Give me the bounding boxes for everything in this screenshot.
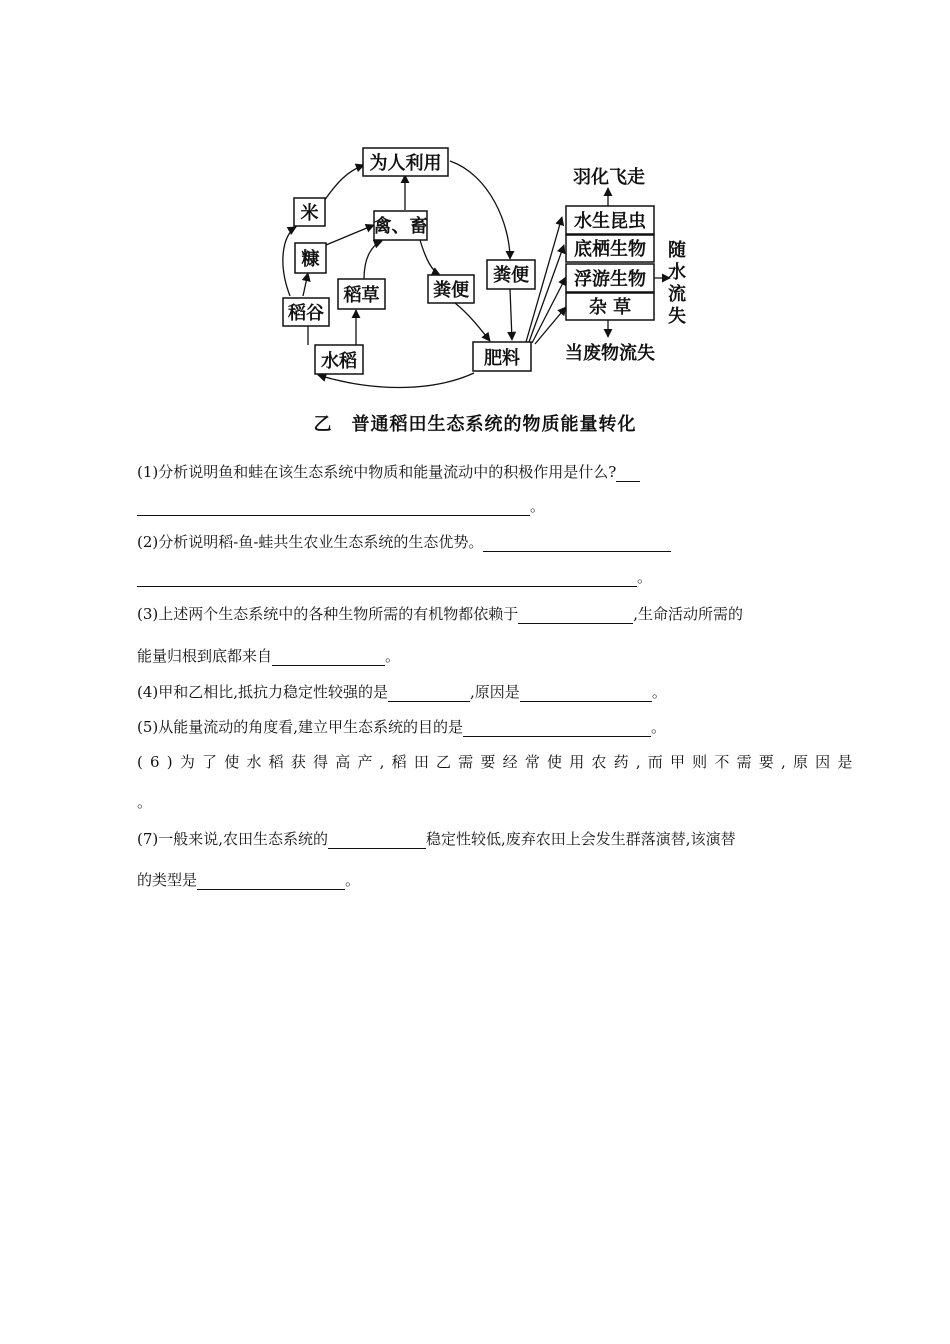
- answer-blank-7b[interactable]: [197, 873, 345, 890]
- label-fly-away: 羽化飞走: [573, 167, 645, 188]
- question-4-text-b: ,原因是: [470, 683, 520, 701]
- question-1: [137, 462, 815, 482]
- answer-blank-5[interactable]: [463, 720, 651, 737]
- question-7-line2: [137, 870, 815, 890]
- question-3-text-b: ,生命活动所需的: [633, 605, 744, 623]
- question-7: [137, 829, 815, 849]
- period-4: 。: [651, 683, 667, 701]
- box-aquatic-insects: 水生昆虫: [574, 211, 646, 232]
- box-paddy: 稻谷: [288, 303, 324, 324]
- box-benthos: 底栖生物: [574, 239, 646, 260]
- box-bran: 糠: [301, 249, 320, 270]
- period-1: 。: [530, 497, 546, 515]
- answer-blank-7a[interactable]: [328, 832, 426, 849]
- answer-blank-1a[interactable]: [616, 465, 640, 482]
- label-water-loss-2: 水: [668, 262, 686, 283]
- box-plankton: 浮游生物: [574, 269, 646, 290]
- question-3-text-a: (3)上述两个生态系统中的各种生物所需的有机物都依赖于: [137, 605, 519, 623]
- question-3: [137, 604, 815, 624]
- period-7: 。: [345, 871, 361, 889]
- label-water-loss-4: 失: [668, 306, 686, 327]
- question-5: [137, 717, 815, 737]
- period-3: 。: [385, 647, 401, 665]
- answer-blank-3b[interactable]: [272, 649, 385, 666]
- question-7-text-c: 的类型是: [137, 871, 198, 889]
- answer-blank-2b[interactable]: [137, 570, 637, 587]
- box-straw: 稻草: [343, 285, 380, 306]
- figure-caption: 乙 普通稻田生态系统的物质能量转化: [313, 414, 637, 435]
- question-6: [137, 752, 860, 772]
- question-1-text: (1)分析说明鱼和蛙在该生态系统中物质和能量流动中的积极作用是什么?: [137, 463, 617, 481]
- answer-blank-2a[interactable]: [483, 535, 671, 552]
- question-1-line2: [137, 496, 815, 516]
- label-waste-loss: 当废物流失: [565, 343, 655, 364]
- period-6: 。: [137, 793, 153, 811]
- question-7-text-a: (7)一般来说,农田生态系统的: [137, 830, 329, 848]
- box-manure-left: 粪便: [433, 280, 469, 301]
- question-6-line2: [137, 792, 815, 812]
- label-water-loss-3: 流: [668, 284, 686, 305]
- question-6-text: (6)为了使水稻获得高产,稻田乙需要经常使用农药,而甲则不需要,原因是: [137, 753, 860, 771]
- box-fertilizer: 肥料: [484, 348, 520, 369]
- question-4-text-a: (4)甲和乙相比,抵抗力稳定性较强的是: [137, 683, 389, 701]
- ecosystem-diagram: [260, 135, 690, 395]
- answer-blank-4b[interactable]: [520, 685, 652, 702]
- question-3-line2: [137, 646, 815, 666]
- box-weeds: 杂 草: [588, 297, 632, 318]
- box-for-people: 为人利用: [369, 153, 442, 174]
- label-water-loss-1: 随: [668, 240, 686, 261]
- box-rice-plant: 水稻: [321, 351, 357, 372]
- question-2-text: (2)分析说明稻-鱼-蛙共生农业生态系统的生态优势。: [137, 533, 484, 551]
- period-2: 。: [637, 568, 653, 586]
- question-2: [137, 532, 815, 552]
- answer-blank-4a[interactable]: [388, 685, 470, 702]
- period-5: 。: [651, 718, 667, 736]
- answer-blank-1b[interactable]: [137, 499, 530, 516]
- question-7-text-b: 稳定性较低,废弃农田上会发生群落演替,该演替: [426, 830, 736, 848]
- box-rice: 米: [300, 203, 319, 224]
- box-manure-right: 粪便: [493, 265, 529, 286]
- box-poultry: 禽、畜: [373, 216, 428, 237]
- question-4: [137, 682, 815, 702]
- answer-blank-3a[interactable]: [518, 607, 633, 624]
- question-2-line2: [137, 567, 815, 587]
- question-5-text: (5)从能量流动的角度看,建立甲生态系统的目的是: [137, 718, 464, 736]
- question-3-text-c: 能量归根到底都来自: [137, 647, 273, 665]
